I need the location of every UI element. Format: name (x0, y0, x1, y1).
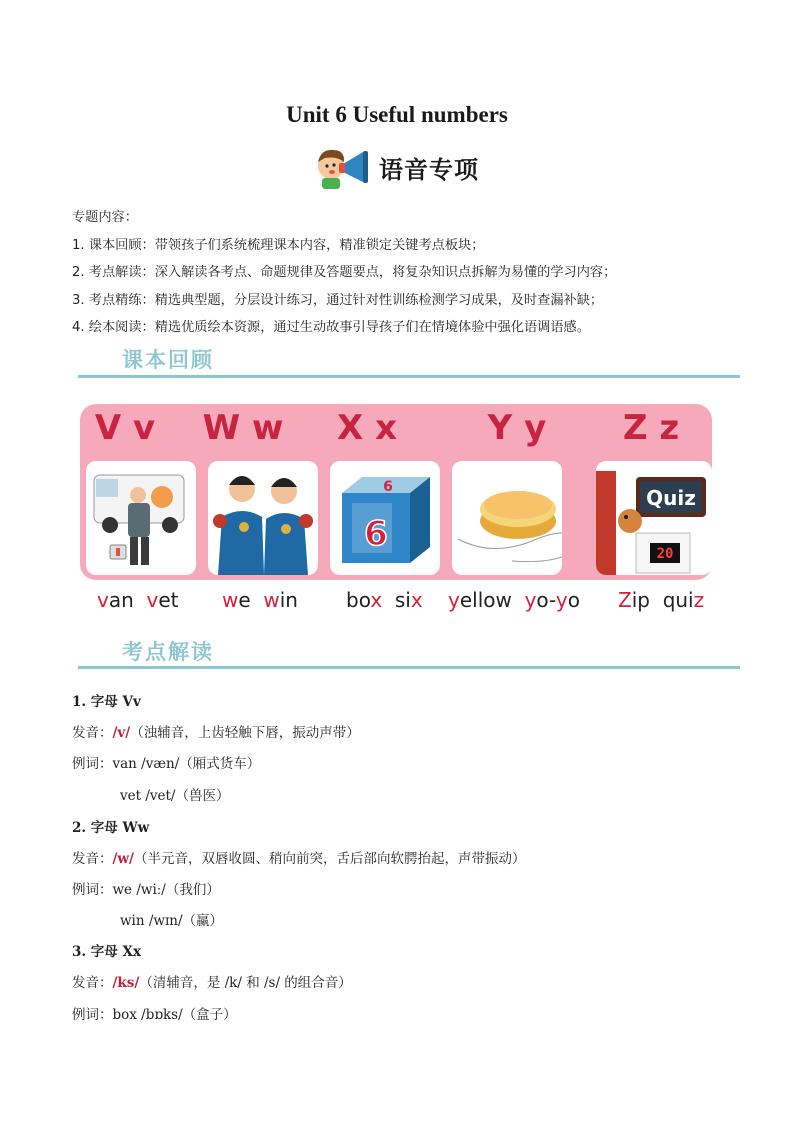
example-row-v-2: vet /vet/（兽医） (120, 788, 230, 804)
point-heading-x: 3. 字母 Xx (72, 944, 142, 960)
word-group-z (618, 588, 704, 612)
point-heading-w: 2. 字母 Ww (72, 820, 150, 836)
subtitle-row (0, 144, 794, 190)
phoneme-x: /ks/ (112, 975, 140, 991)
section-heading-analysis: 考点解读 (122, 640, 214, 664)
word-box: box (346, 588, 383, 612)
word-yoyo: yo-yo (524, 588, 580, 612)
quiz-illustration (596, 461, 712, 575)
card-box-six (330, 461, 440, 575)
point-heading-v: 1. 字母 Vv (72, 694, 141, 710)
section-heading-review: 课本回顾 (122, 348, 214, 372)
example-row-w-2: win /wɪn/（赢） (120, 913, 224, 929)
word-group-y (448, 588, 580, 612)
example-row-v: 例词：van /væn/（厢式货车） (72, 756, 261, 772)
letter-v: V v (94, 408, 156, 448)
example-row-w: 例词：we /wiː/（我们） (72, 882, 220, 898)
word-win: win (263, 588, 298, 612)
box-top-number: 6 (383, 479, 393, 495)
van-vet-illustration (86, 461, 196, 575)
box-six-illustration (330, 461, 440, 575)
subtitle: 语音专项 (379, 155, 479, 184)
card-van-vet (86, 461, 196, 575)
pron-row-v: 发音：/v/（浊辅音，上齿轻触下唇，振动声带） (72, 725, 360, 741)
word-zip: Zip (618, 588, 650, 612)
card-we-win (208, 461, 318, 575)
box-face-number: 6 (364, 514, 388, 554)
kid-megaphone-icon (315, 144, 373, 190)
intro-block (72, 204, 752, 342)
intro-item: 4. 绘本阅读：精选优质绘本资源，通过生动故事引导孩子们在情境体验中强化语调语感。 (72, 320, 590, 335)
word-six: six (394, 588, 423, 612)
intro-item: 3. 考点精练：精选典型题，分层设计练习，通过针对性训练检测学习成果，及时查漏补缺； (72, 292, 604, 308)
letter-w: W w (202, 408, 284, 448)
word-quiz: quiz (662, 588, 705, 612)
letter-row (80, 408, 712, 454)
quiz-sign-text: Quiz (646, 486, 696, 510)
section-divider (78, 375, 740, 378)
word-yellow: yellow (448, 588, 512, 612)
phoneme-w: /w/ (112, 851, 134, 867)
card-zip-quiz (596, 461, 712, 575)
intro-item: 2. 考点解读：深入解读各考点、命题规律及答题要点，将复杂知识点拆解为易懂的学习内容； (72, 265, 617, 280)
letter-y: Y y (487, 408, 547, 448)
example-row-x: 例词：box /bɒks/（盒子） (72, 1007, 237, 1023)
word-we: we (222, 588, 251, 612)
score-display: 20 (656, 546, 674, 562)
intro-heading: 专题内容： (72, 210, 138, 225)
intro-item: 1. 课本回顾：带领孩子们系统梳理课本内容，精准锁定关键考点板块； (72, 237, 485, 253)
section-divider (78, 666, 740, 669)
pron-row-x: 发音：/ks/（清辅音，是 /k/ 和 /s/ 的组合音） (72, 975, 352, 991)
word-group-w (222, 588, 298, 612)
pron-row-w: 发音：/w/（半元音，双唇收圆、稍向前突，舌后部向软腭抬起，声带振动） (72, 851, 526, 867)
phoneme-v: /v/ (112, 725, 131, 741)
yoyo-illustration (452, 461, 562, 575)
letter-x: X x (337, 408, 397, 448)
word-group-v (97, 588, 179, 612)
we-win-illustration (208, 461, 318, 575)
word-group-x (346, 588, 423, 612)
card-yellow-yoyo (452, 461, 562, 575)
word-van: van (97, 588, 134, 612)
page-title: Unit 6 Useful numbers (286, 102, 508, 127)
word-vet: vet (146, 588, 179, 612)
letter-z: Z z (622, 408, 680, 448)
